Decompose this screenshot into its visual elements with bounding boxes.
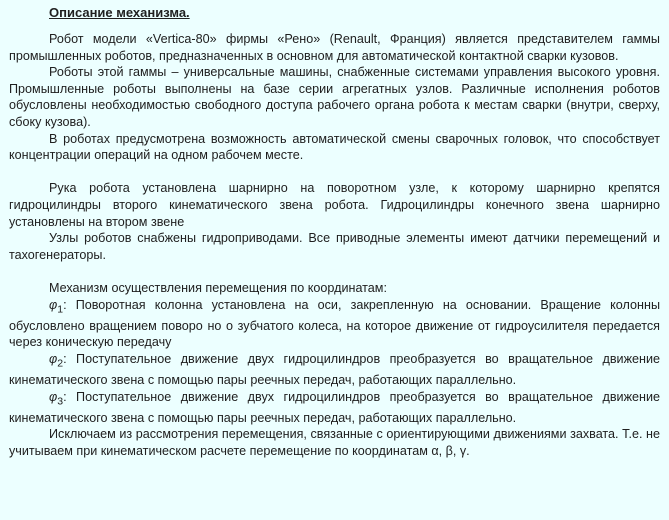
phi-subscript: 1 (57, 303, 64, 316)
paragraph-tool-change: В роботах предусмотрена возможность автоматической смены сварочных головок, что способствует концентрации операций на одном рабочем месте. (9, 131, 660, 163)
paragraph-arm: Рука робота установлена шарнирно на поворотном узле, к которому шарнирно крепятся гидроцилиндры второго кинематического звена робота. Гидроцилиндры конечного звена шарнирно установлены на втором звене (9, 181, 660, 229)
paragraph-gamma: Роботы этой гаммы – универсальные машины, снабженные системами управления высокого уровня. Промышленные роботы выполнены на базе серии агрегатных узлов. Различные исполнения роботов обусловлены необходимостью свободного доступа рабочего органа робота к местам сварки (внутри, сверху, сбоку кузова). (9, 65, 660, 129)
paragraph-drives: Узлы роботов снабжены гидроприводами. Все приводные элементы имеют датчики перемещений и тахогенераторы. (9, 231, 660, 262)
phi-symbol: φ (49, 297, 58, 312)
paragraph-intro: Робот модели «Vertica-80» фирмы «Рено» (Renault, Франция) является представителем гаммы промышленных роботов, предназначенных в основном для автоматической контактной сварки кузовов. (9, 32, 660, 63)
phi-subscript: 2 (57, 357, 64, 370)
phi-symbol: φ (49, 351, 58, 366)
coord-text: : Поступательное движение двух гидроцилиндров преобразуется во вращательное движение кинематического звена с помощью пары реечных передач, работающих параллельно. (9, 351, 660, 387)
coord-item-phi1 (9, 297, 660, 351)
document-title: Описание механизма. (49, 5, 190, 20)
phi-symbol: φ (49, 389, 58, 404)
paragraph-gap (9, 263, 660, 280)
phi-subscript: 3 (57, 395, 64, 408)
coords-intro: Механизм осуществления перемещения по координатам: (49, 280, 387, 295)
paragraph-final: Исключаем из рассмотрения перемещения, связанные с ориентирующими движениями захвата. Т.е. не учитываем при кинематическом расчете перемещение по координатам α, β, γ. (9, 427, 660, 458)
paragraph-gap (9, 164, 660, 181)
coord-item-phi3 (9, 389, 660, 427)
coord-text: : Поступательное движение двух гидроцилиндров преобразуется во вращательное движение кинематического звена с помощью пары реечных передач, работающих параллельно. (9, 389, 660, 425)
coord-text: : Поворотная колонна установлена на оси, закрепленную на основании. Вращение колонны обусловлено вращением поворо но о зубчатого колеса, на которое движение от гидроусилителя передается через коническую передачу (9, 297, 660, 350)
coord-item-phi2 (9, 351, 660, 389)
